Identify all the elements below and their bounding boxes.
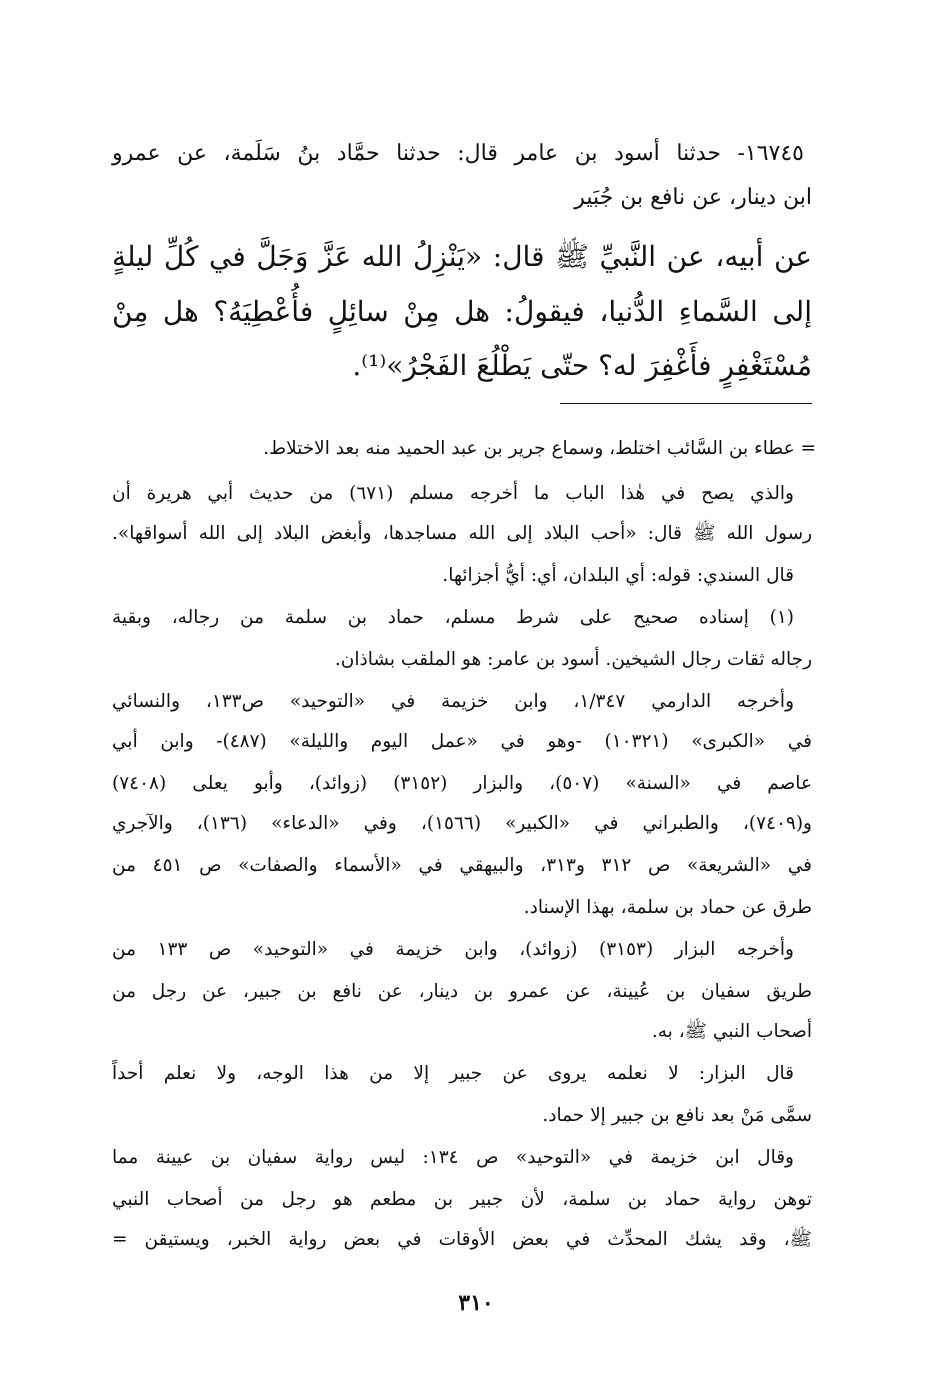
- footnote-line-9: عاصم في «السنة» (٥٠٧)، والبزار (٣١٥٢) (زوائد)، وأبو يعلى (٧٤٠٨): [112, 773, 812, 794]
- footnote-line-8: في «الكبرى» (١٠٣٢١) -وهو في «عمل اليوم والليلة» (٤٨٧)- وابن أبي: [112, 731, 812, 752]
- footnote-line-3: رسول الله ﷺ قال: «أحب البلاد إلى الله مساجدها، وأبغض البلاد إلى الله أسواقها».: [112, 523, 812, 544]
- hadith-isnad-line-2: ابن دينار، عن نافع بن جُبَير: [574, 185, 812, 210]
- footnote-line-10: و(٧٤٠٩)، والطبراني في «الكبير» (١٥٦٦)، وفي «الدعاء» (١٣٦)، والآجري: [112, 813, 812, 834]
- footnote-line-12: طرق عن حماد بن سلمة، بهذا الإسناد.: [523, 897, 812, 918]
- footnote-line-1: = عطاء بن السَّائب اختلط، وسماع جرير بن عبد الحميد منه بعد الاختلاط.: [263, 438, 816, 459]
- footnote-line-11: في «الشريعة» ص ٣١٢ و٣١٣، والبيهقي في «الأسماء والصفات» ص ٤٥١ من: [112, 855, 813, 876]
- footnote-separator: [560, 403, 812, 404]
- footnote-line-15: أصحاب النبي ﷺ، به.: [651, 1021, 812, 1042]
- hadith-matn-line-3: مُسْتَغْفِرٍ فأَغْفِرَ له؟ حتّى يَطْلُعَ الفَجْرُ»⁽¹⁾.: [352, 349, 812, 382]
- footnote-line-16: قال البزار: لا نعلمه يروى عن جبير إلا من هذا الوجه، ولا نعلم أحداً: [112, 1063, 794, 1084]
- footnote-line-4: قال السندي: قوله: أي البلدان، أي: أيُّ أجزائها.: [442, 565, 794, 586]
- footnote-line-7: وأخرجه الدارمي ١/٣٤٧، وابن خزيمة في «التوحيد» ص١٣٣، والنسائي: [112, 691, 795, 712]
- footnote-line-14: طريق سفيان بن عُيينة، عن عمرو بن دينار، عن نافع بن جبير، عن رجل من: [112, 981, 812, 1002]
- footnote-line-6: رجاله ثقات رجال الشيخين. أسود بن عامر: هو الملقب بشاذان.: [334, 649, 812, 670]
- hadith-matn-line-1: عن أبيه، عن النَّبيِّ ﷺ قال: «يَنْزِلُ الله عَزَّ وَجَلَّ في كُلِّ ليلةٍ: [112, 240, 812, 273]
- footnote-line-2: والذي يصح في هٰذا الباب ما أخرجه مسلم (٦٧١) من حديث أبي هريرة أن: [112, 483, 794, 504]
- footnote-line-13: وأخرجه البزار (٣١٥٣) (زوائد)، وابن خزيمة في «التوحيد» ص ١٣٣ من: [112, 939, 794, 960]
- hadith-isnad-line-1: ١٦٧٤٥- حدثنا أسود بن عامر قال: حدثنا حمَّاد بنُ سَلَمة، عن عمرو: [112, 141, 804, 166]
- footnote-line-5: (١) إسناده صحيح على شرط مسلم، حماد بن سلمة من رجاله، وبقية: [112, 607, 794, 628]
- footnote-line-17: سمَّى مَنْ بعد نافع بن جبير إلا حماد.: [542, 1105, 812, 1126]
- footnote-line-18: وقال ابن خزيمة في «التوحيد» ص ١٣٤: ليس رواية سفيان بن عيينة مما: [112, 1147, 794, 1168]
- footnote-line-20: ﷺ، وقد يشك المحدِّث في بعض الأوقات في بعض رواية الخبر، ويستيقن =: [112, 1229, 812, 1250]
- page-number: ٣١٠: [458, 1290, 494, 1316]
- hadith-matn-line-2: إلى السَّماءِ الدُّنيا، فيقولُ: هل مِنْ سائِلٍ فأُعْطِيَهُ؟ هل مِنْ: [112, 295, 812, 328]
- footnote-line-19: توهن رواية حماد بن سلمة، لأن جبير بن مطعم هو رجل من أصحاب النبي: [112, 1189, 812, 1210]
